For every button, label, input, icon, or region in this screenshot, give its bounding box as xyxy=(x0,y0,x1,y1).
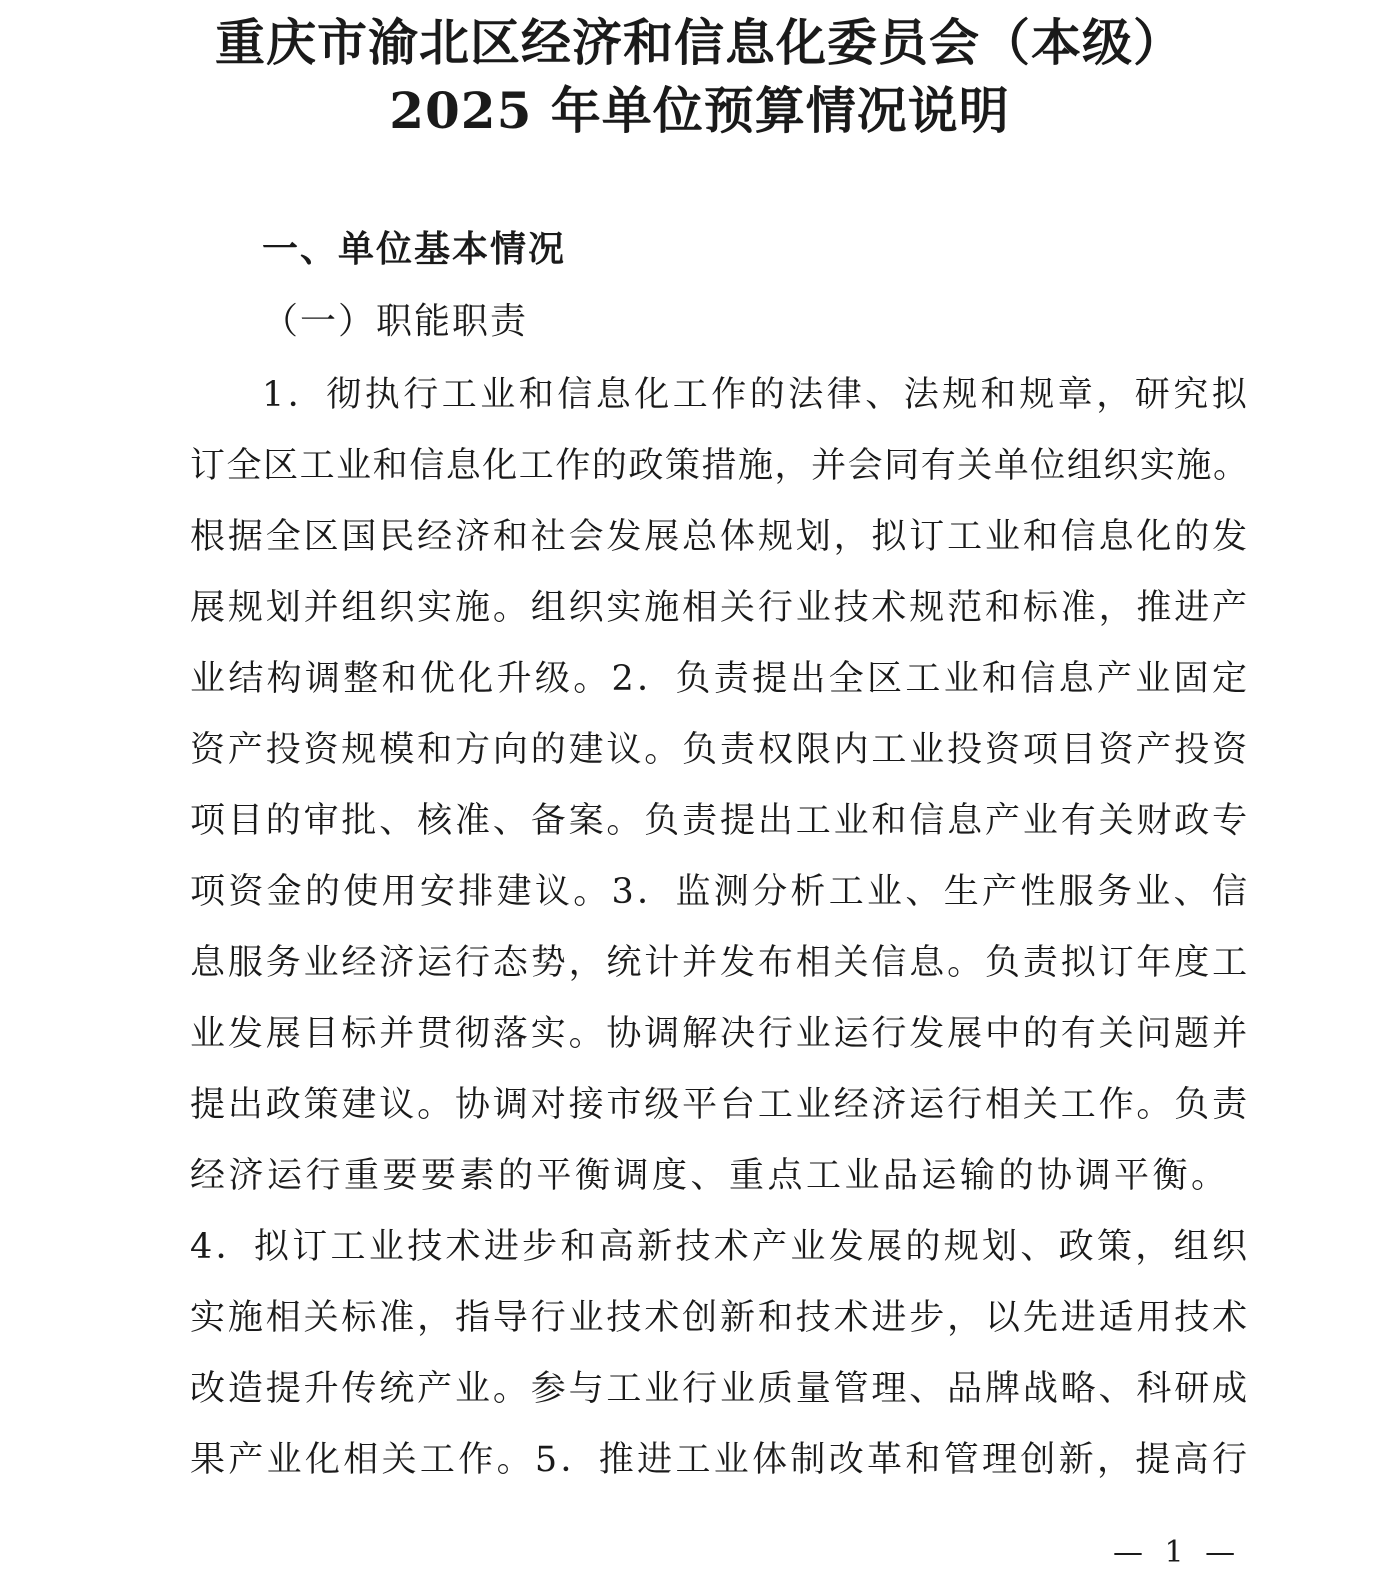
body-line: 根据全区国民经济和社会发展总体规划，拟订工业和信息化的发 xyxy=(190,517,1251,557)
body-line: 经济运行重要要素的平衡调度、重点工业品运输的协调平衡。 xyxy=(190,1156,1230,1196)
body-line: 项资金的使用安排建议。3．监测分析工业、生产性服务业、信 xyxy=(190,872,1251,912)
subsection-heading: （一）职能职责 xyxy=(262,301,529,342)
body-line: 项目的审批、核准、备案。负责提出工业和信息产业有关财政专 xyxy=(190,801,1251,841)
body-line: 业结构调整和优化升级。2．负责提出全区工业和信息产业固定 xyxy=(190,659,1251,699)
body-line: 提出政策建议。协调对接市级平台工业经济运行相关工作。负责 xyxy=(190,1085,1251,1125)
body-line: 果产业化相关工作。5．推进工业体制改革和管理创新，提高行 xyxy=(190,1440,1251,1480)
body-line: 1．彻执行工业和信息化工作的法律、法规和规章，研究拟 xyxy=(262,375,1251,415)
body-line: 实施相关标准，指导行业技术创新和技术进步，以先进适用技术 xyxy=(190,1298,1251,1338)
document-title-line-2: 2025 年单位预算情况说明 xyxy=(389,81,1010,140)
body-line: 展规划并组织实施。组织实施相关行业技术规范和标准，推进产 xyxy=(190,588,1251,628)
section-heading: 一、单位基本情况 xyxy=(262,229,567,270)
document-title-line-1: 重庆市渝北区经济和信息化委员会（本级） xyxy=(215,13,1184,72)
body-line: 业发展目标并贯彻落实。协调解决行业运行发展中的有关问题并 xyxy=(190,1014,1251,1054)
body-line: 订全区工业和信息化工作的政策措施，并会同有关单位组织实施。 xyxy=(190,446,1250,486)
body-line: 4．拟订工业技术进步和高新技术产业发展的规划、政策，组织 xyxy=(190,1227,1251,1267)
page-number: — 1 — xyxy=(1113,1535,1242,1570)
body-line: 息服务业经济运行态势，统计并发布相关信息。负责拟订年度工 xyxy=(190,943,1251,983)
body-line: 资产投资规模和方向的建议。负责权限内工业投资项目资产投资 xyxy=(190,730,1251,770)
body-line: 改造提升传统产业。参与工业行业质量管理、品牌战略、科研成 xyxy=(190,1369,1251,1409)
